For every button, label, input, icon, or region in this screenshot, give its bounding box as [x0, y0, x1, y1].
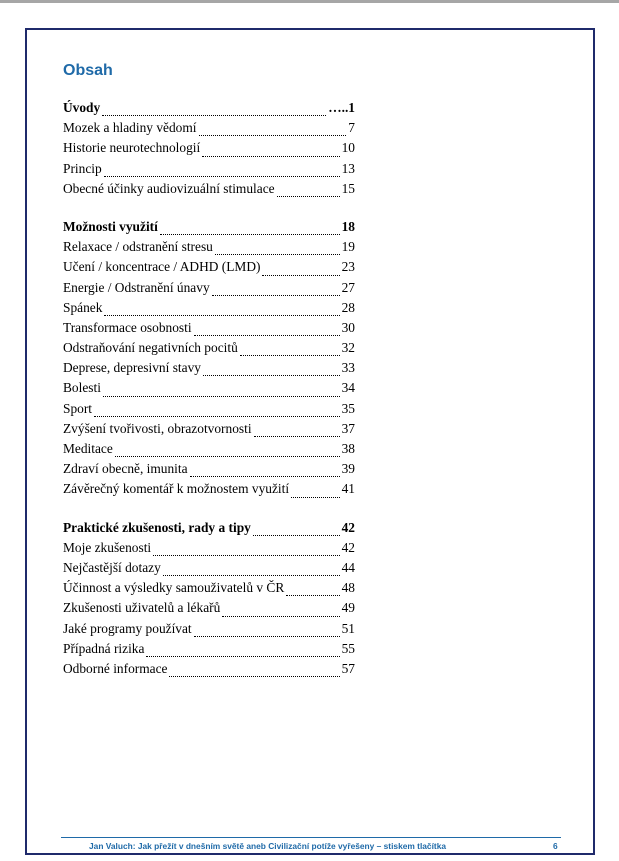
toc-entry-label: Závěrečný komentář k možnostem využití: [63, 481, 290, 497]
dot-leader: [240, 354, 340, 356]
toc-entry-page: 27: [341, 279, 355, 295]
toc-entry[interactable]: [63, 259, 355, 279]
toc-section-title: Praktické zkušenosti, rady a tipy: [63, 519, 251, 535]
toc-entry-page: 7: [348, 120, 355, 136]
toc-section-page: …..1: [328, 100, 355, 115]
table-of-contents: [63, 100, 355, 681]
toc-entry-page: 10: [341, 140, 355, 156]
toc-section-prakticke[interactable]: [63, 520, 355, 540]
dot-leader: [153, 554, 339, 556]
toc-entry[interactable]: [63, 120, 355, 140]
toc-entry[interactable]: [63, 280, 355, 300]
toc-entry-label: Historie neurotechnologií: [63, 140, 201, 156]
toc-section-page: 18: [341, 218, 355, 234]
toc-entry-page: 39: [341, 461, 355, 477]
toc-entry-page: 49: [341, 600, 355, 616]
toc-heading: Obsah: [63, 62, 113, 79]
toc-entry-label: Mozek a hladiny vědomí: [63, 120, 197, 136]
toc-entry-page: 41: [341, 481, 355, 497]
toc-entry-page: 35: [341, 400, 355, 416]
dot-leader: [203, 374, 340, 376]
toc-entry-page: 34: [341, 380, 355, 396]
toc-entry[interactable]: [63, 481, 355, 501]
footer-page-number: 6: [553, 841, 558, 851]
toc-entry-label: Učení / koncentrace / ADHD (LMD): [63, 259, 261, 275]
dot-leader: [277, 195, 340, 197]
toc-entry-label: Sport: [63, 400, 93, 416]
footer-title: Jan Valuch: Jak přežít v dnešním světě aneb Civilizační potíže vyřešeny – stiskem tlačítka: [89, 841, 447, 851]
toc-entry-label: Obecné účinky audiovizuální stimulace: [63, 180, 275, 196]
toc-entry[interactable]: [63, 239, 355, 259]
toc-section-page: 42: [341, 519, 355, 535]
toc-entry[interactable]: [63, 140, 355, 160]
dot-leader: [262, 274, 339, 276]
toc-entry[interactable]: [63, 320, 355, 340]
dot-leader: [94, 415, 340, 417]
section-gap: [63, 502, 355, 520]
dot-leader: [104, 314, 339, 316]
toc-entry-page: 42: [341, 539, 355, 555]
dot-leader: [253, 534, 340, 536]
toc-entry[interactable]: [63, 641, 355, 661]
dot-leader: [202, 155, 339, 157]
toc-entry-label: Zvýšení tvořivosti, obrazotvornosti: [63, 420, 252, 436]
dot-leader: [291, 496, 340, 498]
dot-leader: [212, 294, 340, 296]
toc-entry-page: 48: [341, 580, 355, 596]
toc-entry-label: Princip: [63, 160, 102, 176]
toc-entry-label: Odborné informace: [63, 660, 168, 676]
toc-entry-label: Relaxace / odstranění stresu: [63, 239, 213, 255]
section-gap: [63, 201, 355, 219]
toc-entry-label: Jaké programy používat: [63, 620, 192, 636]
toc-section-uvody[interactable]: [63, 100, 355, 120]
toc-entry-label: Transformace osobnosti: [63, 319, 192, 335]
dot-leader: [103, 395, 340, 397]
toc-entry-label: Případná rizika: [63, 640, 145, 656]
toc-entry-page: 13: [341, 160, 355, 176]
toc-entry-page: 19: [341, 239, 355, 255]
dot-leader: [163, 574, 340, 576]
toc-entry[interactable]: [63, 421, 355, 441]
dot-leader: [190, 475, 340, 477]
toc-entry-label: Odstraňování negativních pocitů: [63, 340, 238, 356]
toc-entry-label: Deprese, depresivní stavy: [63, 360, 201, 376]
dot-leader: [102, 114, 326, 116]
toc-entry[interactable]: [63, 441, 355, 461]
toc-entry[interactable]: [63, 380, 355, 400]
window-top-edge: [0, 0, 619, 3]
toc-entry[interactable]: [63, 161, 355, 181]
toc-entry[interactable]: [63, 621, 355, 641]
dot-leader: [199, 134, 347, 136]
footer-divider: [61, 837, 561, 838]
toc-entry-label: Moje zkušenosti: [63, 539, 152, 555]
toc-entry-page: 57: [341, 660, 355, 676]
toc-entry-page: 55: [341, 640, 355, 656]
toc-entry-page: 15: [341, 180, 355, 196]
toc-entry-label: Energie / Odstranění únavy: [63, 279, 210, 295]
toc-entry-label: Nejčastější dotazy: [63, 559, 161, 575]
dot-leader: [115, 455, 340, 457]
dot-leader: [160, 233, 340, 235]
toc-section-moznosti[interactable]: [63, 219, 355, 239]
toc-entry[interactable]: [63, 360, 355, 380]
dot-leader: [286, 594, 339, 596]
toc-entry[interactable]: [63, 461, 355, 481]
toc-entry-page: 37: [341, 420, 355, 436]
toc-entry-label: Meditace: [63, 441, 113, 456]
toc-entry-label: Zdraví obecně, imunita: [63, 461, 188, 477]
dot-leader: [215, 253, 340, 255]
toc-entry[interactable]: [63, 540, 355, 560]
toc-entry-label: Spánek: [63, 299, 103, 315]
dot-leader: [194, 635, 340, 637]
toc-entry[interactable]: [63, 661, 355, 681]
toc-entry[interactable]: [63, 600, 355, 620]
toc-entry[interactable]: [63, 340, 355, 360]
dot-leader: [194, 334, 340, 336]
toc-entry-page: 51: [341, 620, 355, 636]
toc-entry-label: Bolesti: [63, 380, 101, 396]
dot-leader: [169, 675, 339, 677]
toc-entry-page: 44: [341, 559, 355, 575]
toc-entry-page: 32: [341, 340, 355, 356]
toc-entry-label: Zkušenosti uživatelů a lékařů: [63, 600, 221, 616]
toc-entry-page: 38: [341, 441, 355, 456]
toc-entry[interactable]: [63, 181, 355, 201]
toc-entry-page: 28: [341, 299, 355, 315]
toc-entry-page: 33: [341, 360, 355, 376]
toc-entry[interactable]: [63, 401, 355, 421]
toc-section-title: Možnosti využití: [63, 218, 158, 234]
toc-entry[interactable]: [63, 300, 355, 320]
toc-entry-page: 30: [341, 319, 355, 335]
toc-entry[interactable]: [63, 560, 355, 580]
toc-entry[interactable]: [63, 580, 355, 600]
dot-leader: [104, 175, 340, 177]
toc-entry-page: 23: [341, 259, 355, 275]
dot-leader: [146, 655, 339, 657]
toc-section-title: Úvody: [63, 100, 101, 115]
dot-leader: [254, 435, 340, 437]
dot-leader: [222, 615, 339, 617]
toc-entry-label: Účinnost a výsledky samouživatelů v ČR: [63, 580, 285, 596]
